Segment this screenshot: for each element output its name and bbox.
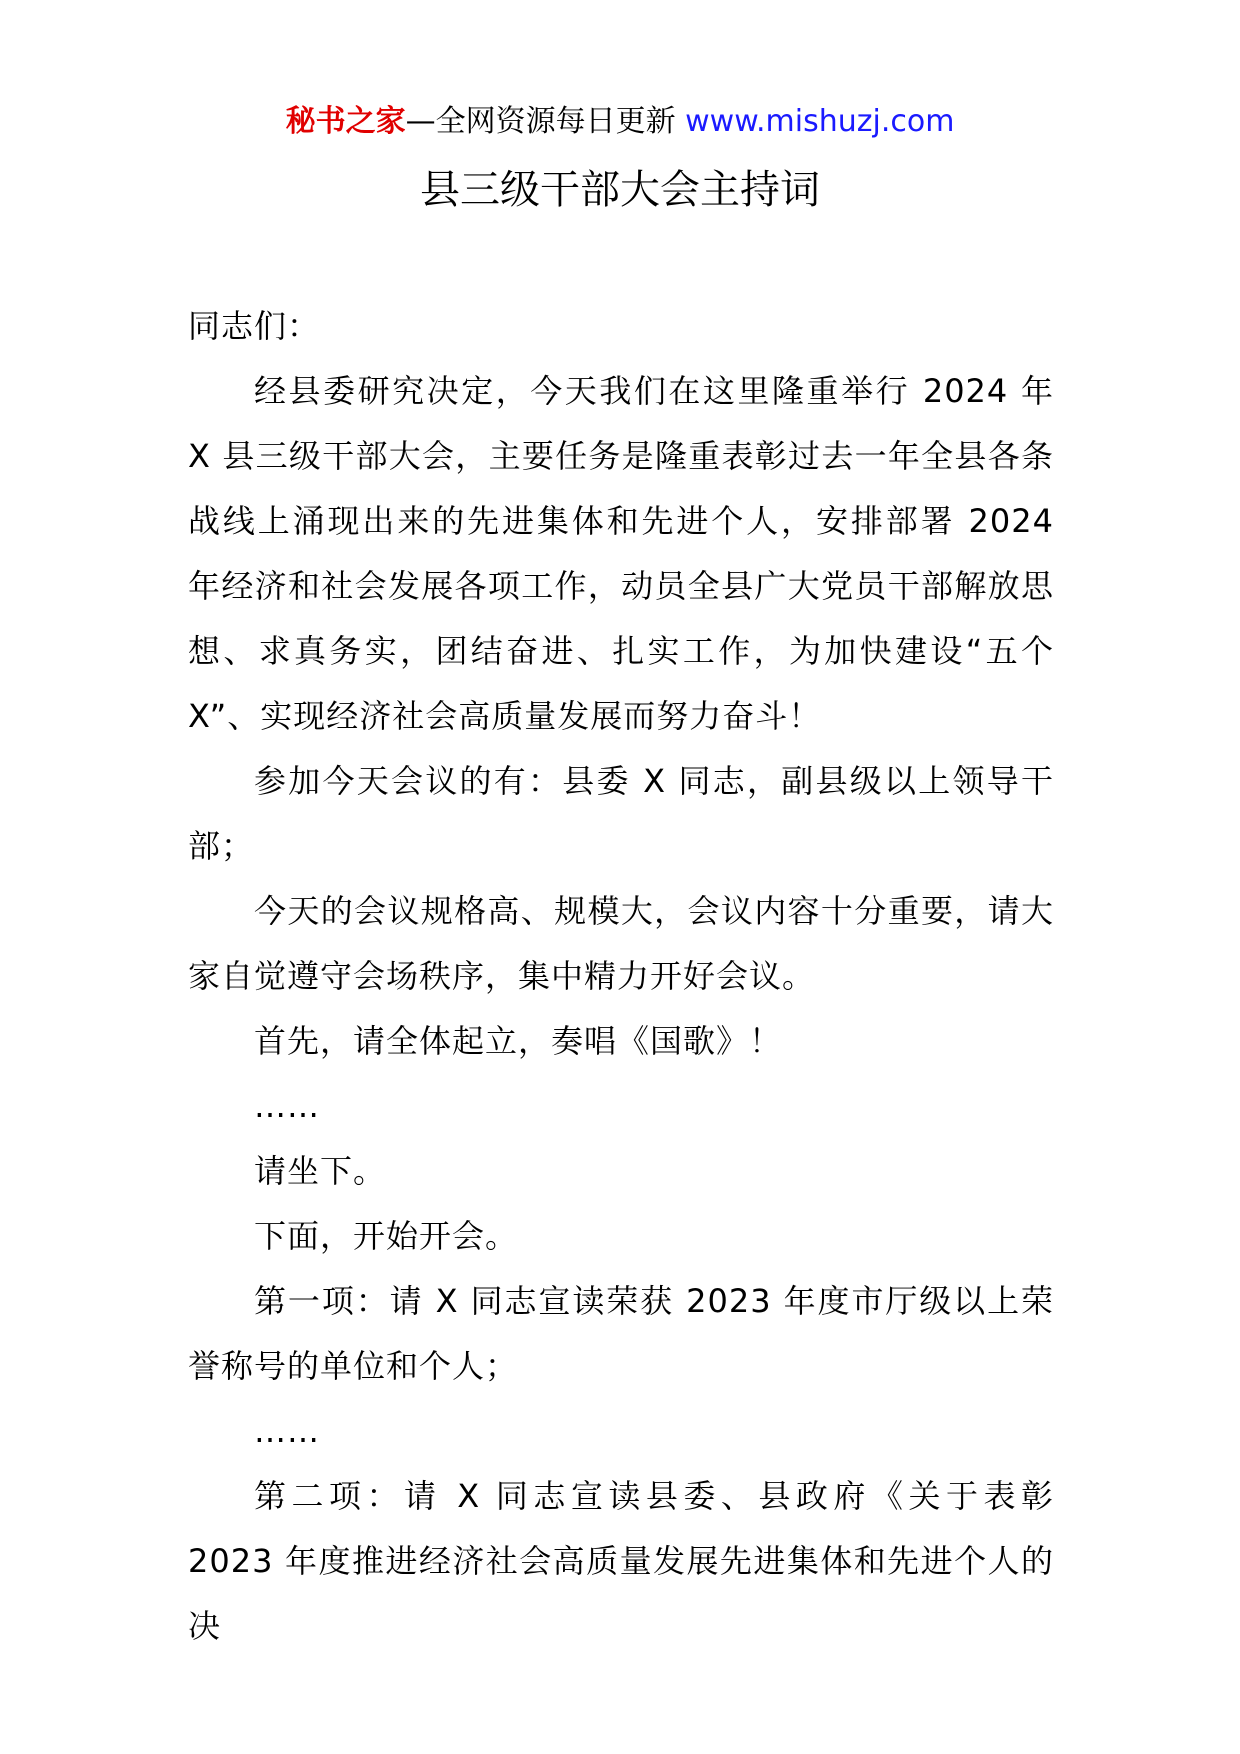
paragraph: 首先，请全体起立，奏唱《国歌》！ (254, 1022, 783, 1060)
page-header (0, 100, 1240, 144)
document-title: 县三级干部大会主持词 (420, 167, 820, 213)
paragraph: 参加今天会议的有：县委 X 同志，副县级以上领导干部； (188, 762, 1054, 865)
brand-name: 秘书之家 (285, 104, 406, 139)
website-link[interactable]: www.mishuzj.com (685, 104, 955, 139)
paragraph: 第一项：请 X 同志宣读荣获 2023 年度市厅级以上荣誉称号的单位和个人； (188, 1282, 1054, 1385)
paragraph: 下面，开始开会。 (254, 1217, 519, 1255)
paragraph: 经县委研究决定，今天我们在这里隆重举行 2024 年 X 县三级干部大会，主要任务是隆重表彰过去一年全县各条战线上涌现出来的先进集体和先进个人，安排部署 2024 年经济和社会发展各项工作，动员全县广大党员干部解放思想、求真务实，团结奋进、扎实工作，为加快建设“五个 X”、实现经济社会高质量发展而努力奋斗！ (188, 372, 1054, 735)
ellipsis-line: …… (254, 1412, 320, 1450)
salutation: 同志们： (188, 307, 321, 345)
document-body (188, 294, 1054, 1659)
paragraph: 第二项：请 X 同志宣读县委、县政府《关于表彰 2023 年度推进经济社会高质量发展先进集体和先进个人的决 (188, 1477, 1054, 1645)
header-slogan: —全网资源每日更新 (405, 104, 676, 139)
paragraph: 今天的会议规格高、规模大，会议内容十分重要，请大家自觉遵守会场秩序，集中精力开好会议。 (188, 892, 1054, 995)
ellipsis-line: …… (254, 1087, 320, 1125)
paragraph: 请坐下。 (254, 1152, 387, 1190)
